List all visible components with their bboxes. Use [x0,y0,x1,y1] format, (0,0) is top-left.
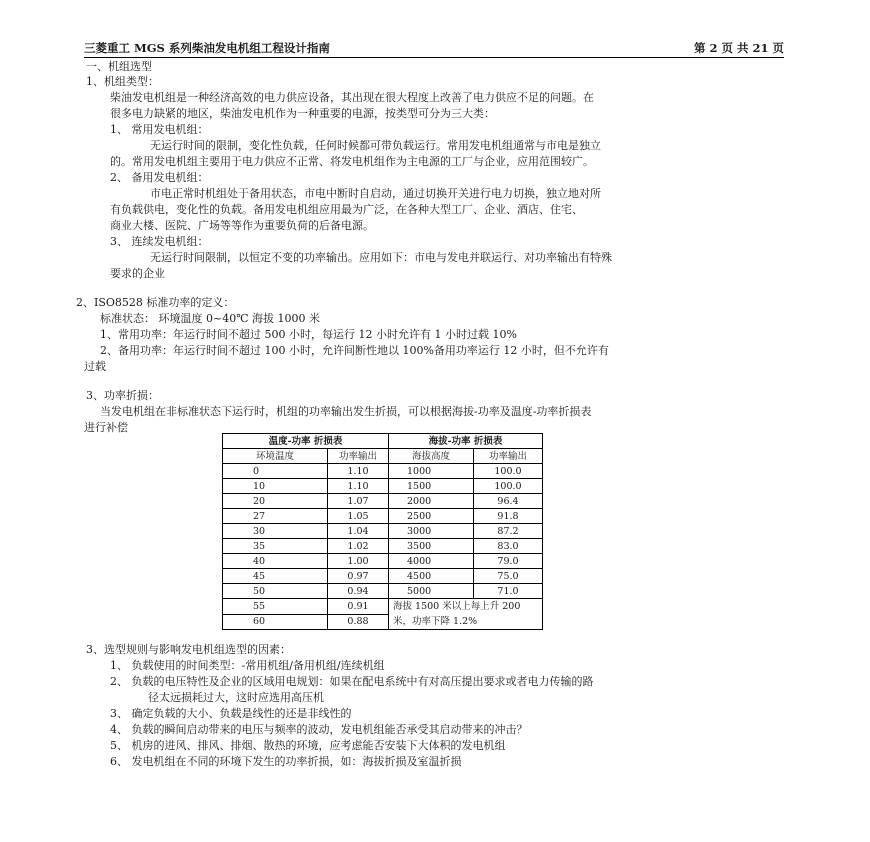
paragraph-line: 当发电机组在非标准状态下运行时，机组的功率输出发生折损，可以根据海拔-功率及温度-功率折损表 [100,405,592,418]
paragraph-line: 无运行时间限制，以恒定不变的功率输出。应用如下：市电与发电并联运行、对功率输出有特殊 [150,251,612,264]
table-cell: 0 [223,464,328,479]
list-item: 2、 负载的电压特性及企业的区域用电规划：如果在配电系统中有对高压提出要求或者电力传输的路 [110,675,594,688]
paragraph-line: 很多电力缺紧的地区，柴油发电机作为一种重要的电源，按类型可分为三大类： [110,107,495,120]
table-row [223,509,543,524]
table-row [223,584,543,599]
list-item-heading: 2、 备用发电机组： [110,171,209,184]
table-title-row [223,434,543,449]
list-item: 3、 确定负载的大小、负载是线性的还是非线性的 [110,707,352,720]
table-row [223,464,543,479]
table-cell: 96.4 [474,494,543,509]
table-cell: 1.10 [328,464,389,479]
altitude-note: 海拔 1500 米以上每上升 200 米，功率下降 1.2% [389,599,543,630]
table-cell: 1.05 [328,509,389,524]
alt-table-title: 海拔-功率 折损表 [389,434,543,449]
table-cell: 0.97 [328,569,389,584]
table-cell: 91.8 [474,509,543,524]
list-item-heading: 1、 常用发电机组： [110,123,209,136]
table-cell: 1.02 [328,539,389,554]
paragraph-line: 的。常用发电机组主要用于电力供应不正常、将发电机组作为主电源的工厂与企业，应用范围较广。 [110,155,594,168]
table-cell: 1000 [389,464,474,479]
table-cell: 2000 [389,494,474,509]
paragraph-line: 市电正常时机组处于备用状态，市电中断时自启动，通过切换开关进行电力切换，独立地对所 [150,187,601,200]
table-cell: 1.10 [328,479,389,494]
table-row [223,479,543,494]
section-heading: 2、ISO8528 标准功率的定义： [76,296,235,309]
table-cell: 20 [223,494,328,509]
table-cell: 1.04 [328,524,389,539]
table-cell: 27 [223,509,328,524]
table-cell: 55 [223,599,328,615]
table-header-row [223,449,543,464]
paragraph-line: 要求的企业 [110,267,165,280]
table-row [223,599,543,615]
table-cell: 50 [223,584,328,599]
column-header: 环境温度 [223,449,328,464]
list-item-heading: 3、 连续发电机组： [110,235,209,248]
column-header: 海拔高度 [389,449,474,464]
header-title: 三菱重工 MGS 系列柴油发电机组工程设计指南 [84,41,330,55]
table-cell: 45 [223,569,328,584]
paragraph-line: 进行补偿 [84,421,128,434]
table-cell: 3500 [389,539,474,554]
list-item: 1、 负载使用的时间类型：-常用机组/备用机组/连续机组 [110,659,385,672]
table-cell: 1.07 [328,494,389,509]
table-cell: 2500 [389,509,474,524]
table-cell: 3000 [389,524,474,539]
paragraph-line: 2、备用功率：年运行时间不超过 100 小时，允许间断性地以 100%备用功率运行 12 小时，但不允许有 [100,344,609,357]
table-cell: 0.91 [328,599,389,615]
table-cell: 0.88 [328,614,389,630]
table-cell: 40 [223,554,328,569]
table-cell: 100.0 [474,479,543,494]
page-number: 第 2 页 共 21 页 [693,41,784,55]
temp-table-title: 温度-功率 折损表 [223,434,389,449]
paragraph-line: 1、常用功率：年运行时间不超过 500 小时，每运行 12 小时允许有 1 小时过载 10% [100,328,517,341]
table-cell: 71.0 [474,584,543,599]
section-heading: 3、选型规则与影响发电机组选型的因素： [86,643,291,656]
page-header [84,40,784,58]
table-cell: 0.94 [328,584,389,599]
table-row [223,494,543,509]
table-cell: 79.0 [474,554,543,569]
column-header: 功率输出 [474,449,543,464]
table-cell: 5000 [389,584,474,599]
table-cell: 10 [223,479,328,494]
table-row [223,569,543,584]
table-cell: 4500 [389,569,474,584]
table-row [223,554,543,569]
paragraph-line: 无运行时间的限制，变化性负载，任何时候都可带负载运行。常用发电机组通常与市电是独立 [150,139,601,152]
paragraph-line: 过载 [84,360,106,373]
table-cell: 35 [223,539,328,554]
table-row [223,524,543,539]
list-item: 4、 负载的瞬间启动带来的电压与频率的波动，发电机组能否承受其启动带来的冲击？ [110,723,528,736]
table-cell: 87.2 [474,524,543,539]
list-item-continuation: 径太远损耗过大，这时应选用高压机 [148,691,324,704]
list-item: 5、 机房的进风、排风、排烟、散热的环境，应考虑能否安装下大体积的发电机组 [110,739,506,752]
table-row [223,539,543,554]
column-header: 功率输出 [328,449,389,464]
list-item: 6、 发电机组在不同的环境下发生的功率折损，如：海拔折损及室温折损 [110,755,462,768]
table-cell: 1500 [389,479,474,494]
table-cell: 83.0 [474,539,543,554]
paragraph-line: 商业大楼、医院、广场等等作为重要负荷的后备电源。 [110,219,374,232]
paragraph-line: 柴油发电机组是一种经济高效的电力供应设备，其出现在很大程度上改善了电力供应不足的问题。在 [110,91,594,104]
standard-conditions: 标准状态： 环境温度 0~40℃ 海拔 1000 米 [100,312,320,325]
table-cell: 30 [223,524,328,539]
table-cell: 100.0 [474,464,543,479]
header-rule [84,57,784,58]
table-cell: 1.00 [328,554,389,569]
section-heading: 3、功率折损： [86,389,159,402]
table-cell: 4000 [389,554,474,569]
table-cell: 75.0 [474,569,543,584]
table-cell: 60 [223,614,328,630]
derating-table [222,433,543,630]
section-heading: 一、机组选型 [86,60,152,73]
subsection-heading: 1、机组类型： [86,75,159,88]
paragraph-line: 有负载供电，变化性的负载。备用发电机组应用最为广泛，在各种大型工厂、企业、酒店、住宅、 [110,203,583,216]
